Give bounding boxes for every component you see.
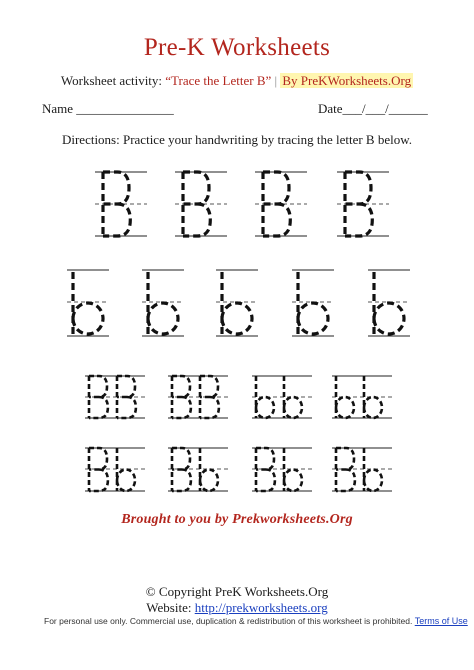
- personal-use-text: For personal use only. Commercial use, duplication & redistribution of this worksheet is prohibited.: [44, 616, 413, 626]
- letter-lowercase-b: [200, 448, 218, 491]
- copyright-text: © Copyright PreK Worksheets.Org: [145, 584, 329, 599]
- letter-lowercase-b: [284, 448, 302, 491]
- letter-lowercase-b: [298, 272, 328, 334]
- letter-lowercase-b: [364, 376, 382, 418]
- letter-lowercase-b: [374, 272, 404, 334]
- letter-uppercase-b: [172, 376, 191, 418]
- row-mixed-case: [85, 448, 392, 491]
- letter-uppercase-b: [256, 448, 275, 491]
- letter-lowercase-b: [117, 448, 135, 491]
- letter-lowercase-b: [364, 448, 382, 491]
- website-label: Website:: [146, 600, 192, 615]
- row-double-letters: [85, 376, 392, 418]
- directions-text: Directions: Practice your handwriting by tracing the letter B below.: [61, 132, 413, 147]
- activity-separator: |: [274, 73, 278, 88]
- name-label: Name: [42, 101, 74, 116]
- letter-lowercase-b: [284, 376, 302, 418]
- brought-to-you-text: Brought to you by Prekworksheets.Org: [121, 512, 353, 527]
- letter-lowercase-b: [222, 272, 252, 334]
- letter-uppercase-b: [89, 376, 108, 418]
- date-label: Date: [318, 101, 343, 116]
- letter-uppercase-b: [117, 376, 136, 418]
- date-blank: ___/___/______: [342, 101, 428, 116]
- activity-name: “Trace the Letter B”: [165, 73, 272, 88]
- letter-lowercase-b: [73, 272, 103, 334]
- name-blank: _______________: [76, 101, 174, 116]
- letter-lowercase-b: [256, 376, 274, 418]
- activity-prefix: Worksheet activity:: [60, 73, 163, 88]
- letter-uppercase-b: [336, 448, 355, 491]
- letter-uppercase-b: [89, 448, 108, 491]
- website-link[interactable]: http://prekworksheets.org: [194, 600, 328, 615]
- letter-lowercase-b: [336, 376, 354, 418]
- personal-use-notice: [44, 616, 468, 626]
- row-lowercase-b: [67, 270, 410, 336]
- letter-lowercase-b: [148, 272, 178, 334]
- letter-uppercase-b: [172, 448, 191, 491]
- row-uppercase-b: [95, 172, 389, 236]
- letter-uppercase-b: [200, 376, 219, 418]
- website-line: [0, 600, 474, 616]
- terms-of-use-link[interactable]: Terms of Use: [414, 616, 468, 626]
- byline-link[interactable]: By PreKWorksheets.Org: [282, 73, 412, 88]
- worksheet-title: Pre-K Worksheets: [143, 34, 331, 61]
